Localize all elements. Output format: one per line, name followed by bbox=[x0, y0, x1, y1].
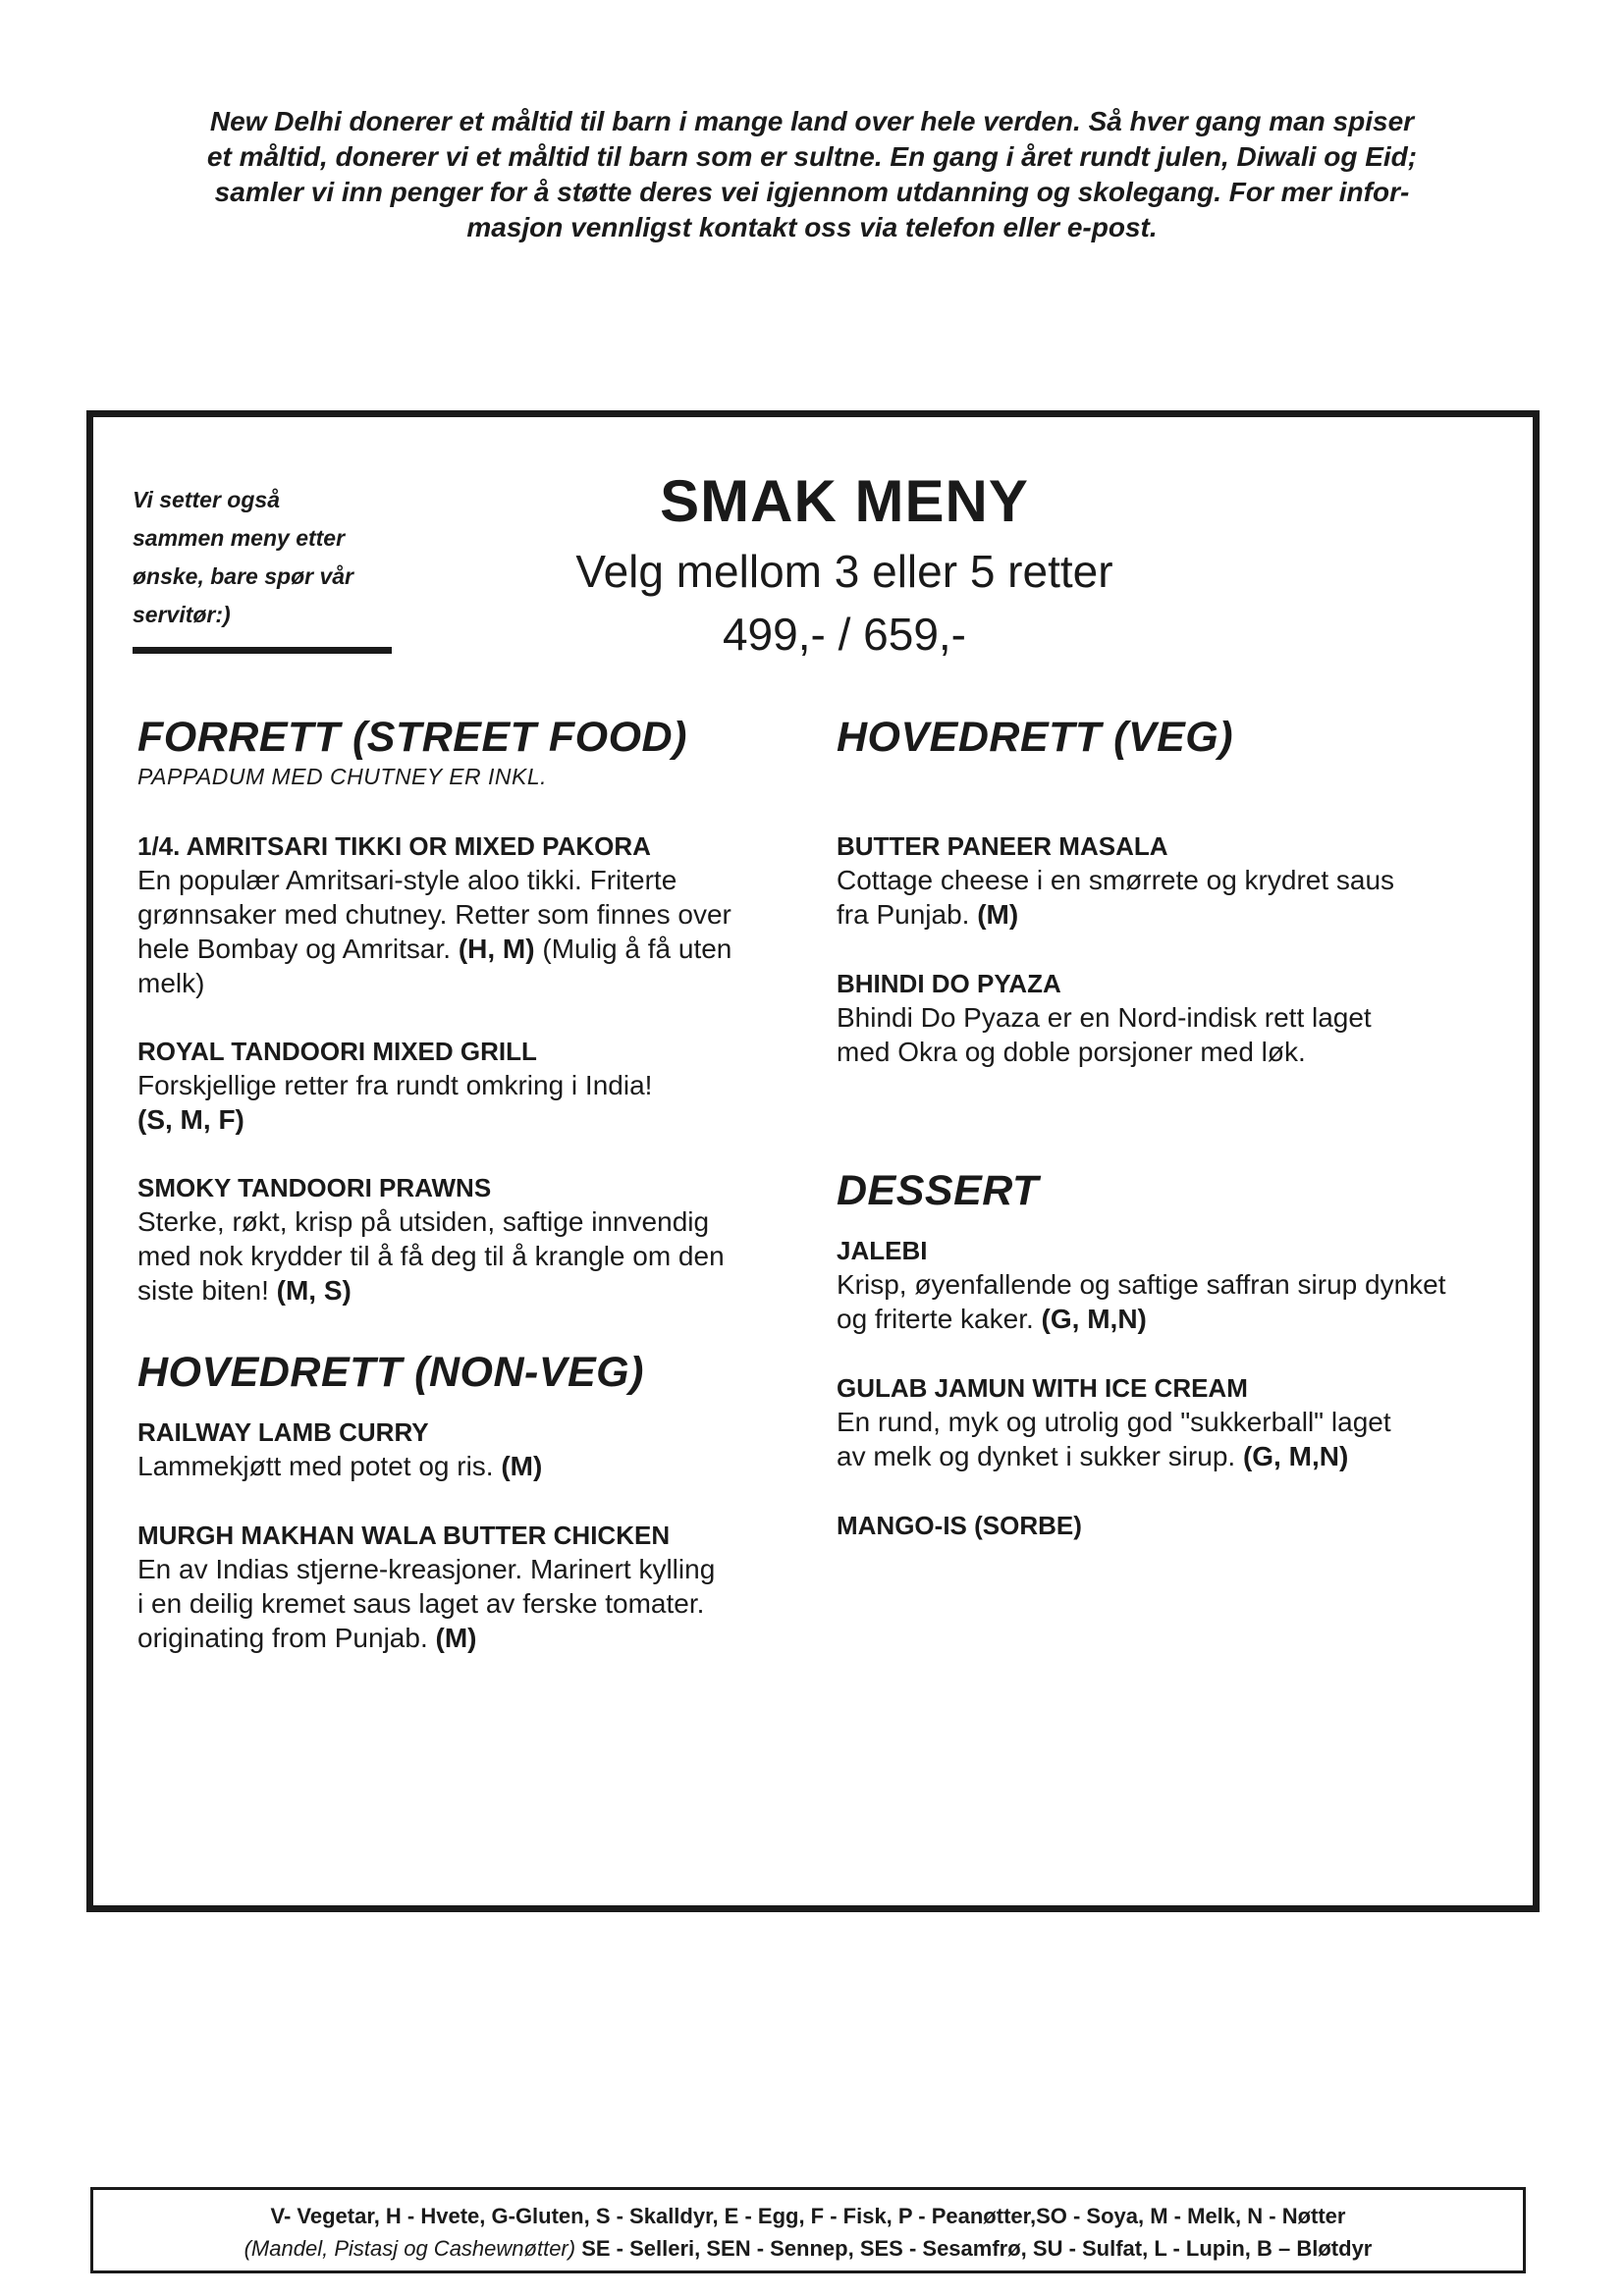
allergen-legend-line: (Mandel, Pistasj og Cashewnøtter) SE - Selleri, SEN - Sennep, SES - Sesamfrø, SU - Sulfat, L - Lupin, B – Bløtdyr bbox=[244, 2236, 1373, 2261]
menu-item-desc bbox=[137, 1102, 805, 1137]
menu-item bbox=[837, 1509, 1514, 1542]
section-note: PAPPADUM MED CHUTNEY ER INKL. bbox=[137, 764, 548, 789]
menu-frame bbox=[86, 410, 1540, 1912]
section-title: FORRETT (STREET FOOD) bbox=[137, 714, 687, 761]
menu-item-desc: med nok krydder til å få deg til å krangle om den bbox=[137, 1241, 725, 1271]
allergen-codes: (G, M,N) bbox=[1242, 1441, 1349, 1471]
menu-item bbox=[837, 967, 1514, 1069]
menu-item-desc: melk) bbox=[137, 968, 205, 998]
section-title: HOVEDRETT (VEG) bbox=[837, 714, 1234, 761]
allergen-legend bbox=[90, 2187, 1526, 2273]
menu-item-desc: hele Bombay og Amritsar. (H, M) (Mulig å få uten bbox=[137, 934, 732, 964]
side-note-line: servitør:) bbox=[133, 602, 231, 627]
menu-item-name: GULAB JAMUN WITH ICE CREAM bbox=[837, 1373, 1248, 1403]
menu-item-name: MURGH MAKHAN WALA BUTTER CHICKEN bbox=[137, 1521, 671, 1550]
intro-line: et måltid, donerer vi et måltid til barn som er sultne. En gang i året rundt julen, Diwali og Eid; bbox=[206, 141, 1418, 172]
menu-item-desc: med Okra og doble porsjoner med løk. bbox=[837, 1037, 1306, 1067]
menu-item-desc: og friterte kaker. (G, M,N) bbox=[837, 1304, 1147, 1334]
menu-item-desc: En rund, myk og utrolig god "sukkerball" laget bbox=[837, 1407, 1391, 1437]
menu-item-name: MANGO-IS (SORBE) bbox=[837, 1511, 1082, 1540]
side-note-line: ønske, bare spør vår bbox=[133, 563, 353, 589]
allergen-codes: (M) bbox=[435, 1623, 477, 1653]
menu-item bbox=[137, 1415, 805, 1483]
menu-item-desc: Lammekjøtt med potet og ris. (M) bbox=[137, 1451, 543, 1481]
menu-item-desc: En av Indias stjerne-kreasjoner. Marinert kylling bbox=[137, 1554, 716, 1584]
menu-item-name: 1/4. AMRITSARI TIKKI OR MIXED PAKORA bbox=[137, 831, 651, 861]
menu-item bbox=[137, 1171, 805, 1308]
menu-price: 499,- / 659,- bbox=[722, 609, 967, 660]
intro-line: masjon vennligst kontakt oss via telefon eller e-post. bbox=[466, 212, 1158, 242]
section-hovedrett-nonveg bbox=[137, 1347, 805, 1655]
allergen-legend-line: V- Vegetar, H - Hvete, G-Gluten, S - Skalldyr, E - Egg, F - Fisk, P - Peanøtter,SO - Soya, M - Melk, N - Nøtter bbox=[270, 2204, 1346, 2228]
menu-column-right bbox=[837, 712, 1514, 1542]
menu-item-name: SMOKY TANDOORI PRAWNS bbox=[137, 1173, 492, 1202]
intro-line: New Delhi donerer et måltid til barn i mange land over hele verden. Så hver gang man spiser bbox=[209, 106, 1415, 136]
menu-item-desc: Krisp, øyenfallende og saftige saffran sirup dynket bbox=[837, 1269, 1446, 1300]
section-dessert bbox=[837, 1165, 1514, 1542]
allergen-codes: (H, M) bbox=[458, 934, 535, 964]
allergen-codes: (G, M,N) bbox=[1041, 1304, 1147, 1334]
menu-item bbox=[837, 1371, 1514, 1473]
menu-item-desc: Bhindi Do Pyaza er en Nord-indisk rett laget bbox=[837, 1002, 1372, 1033]
menu-item-desc: av melk og dynket i sukker sirup. (G, M,N) bbox=[837, 1441, 1349, 1471]
menu-column-left bbox=[137, 712, 805, 1655]
menu-title: SMAK MENY bbox=[660, 468, 1029, 534]
menu-item-desc: Cottage cheese i en smørrete og krydret saus bbox=[837, 865, 1395, 895]
menu-item bbox=[137, 1035, 805, 1137]
allergen-codes: (M) bbox=[501, 1451, 543, 1481]
menu-item-desc: i en deilig kremet saus laget av ferske tomater. bbox=[137, 1588, 705, 1619]
section-title: HOVEDRETT (NON-VEG) bbox=[137, 1349, 644, 1396]
menu-item-name: BHINDI DO PYAZA bbox=[837, 969, 1061, 998]
menu-item-name: JALEBI bbox=[837, 1236, 928, 1265]
menu-item bbox=[837, 829, 1514, 932]
allergen-codes: (M, S) bbox=[276, 1275, 352, 1306]
allergen-codes: (M) bbox=[977, 899, 1019, 930]
allergen-codes: (S, M, F) bbox=[137, 1104, 244, 1135]
menu-item bbox=[837, 1234, 1514, 1336]
menu-item-name: BUTTER PANEER MASALA bbox=[837, 831, 1168, 861]
menu-item-desc: Sterke, røkt, krisp på utsiden, saftige innvendig bbox=[137, 1206, 710, 1237]
section-hovedrett-veg bbox=[837, 712, 1514, 1069]
menu-item bbox=[137, 1519, 805, 1655]
section-title: DESSERT bbox=[837, 1167, 1039, 1214]
menu-item-desc: En populær Amritsari-style aloo tikki. Friterte bbox=[137, 865, 677, 895]
side-note-divider bbox=[133, 647, 392, 654]
side-note bbox=[133, 481, 388, 634]
menu-item bbox=[137, 829, 805, 1000]
intro-paragraph bbox=[147, 104, 1477, 245]
menu-item-desc: fra Punjab. (M) bbox=[837, 899, 1019, 930]
menu-item-name: ROYAL TANDOORI MIXED GRILL bbox=[137, 1037, 537, 1066]
menu-item-name: RAILWAY LAMB CURRY bbox=[137, 1417, 429, 1447]
intro-line: samler vi inn penger for å støtte deres vei igjennom utdanning og skolegang. For mer infor- bbox=[214, 177, 1410, 207]
section-forrett bbox=[137, 712, 805, 1308]
menu-item-desc: Forskjellige retter fra rundt omkring i India! bbox=[137, 1070, 653, 1100]
side-note-line: Vi setter også bbox=[133, 487, 280, 512]
menu-item-desc: originating from Punjab. (M) bbox=[137, 1623, 477, 1653]
menu-header bbox=[388, 466, 1301, 663]
side-note-line: sammen meny etter bbox=[133, 525, 346, 551]
menu-subtitle: Velg mellom 3 eller 5 retter bbox=[575, 546, 1113, 597]
menu-item-desc: siste biten! (M, S) bbox=[137, 1275, 352, 1306]
menu-item-desc: grønnsaker med chutney. Retter som finnes over bbox=[137, 899, 731, 930]
